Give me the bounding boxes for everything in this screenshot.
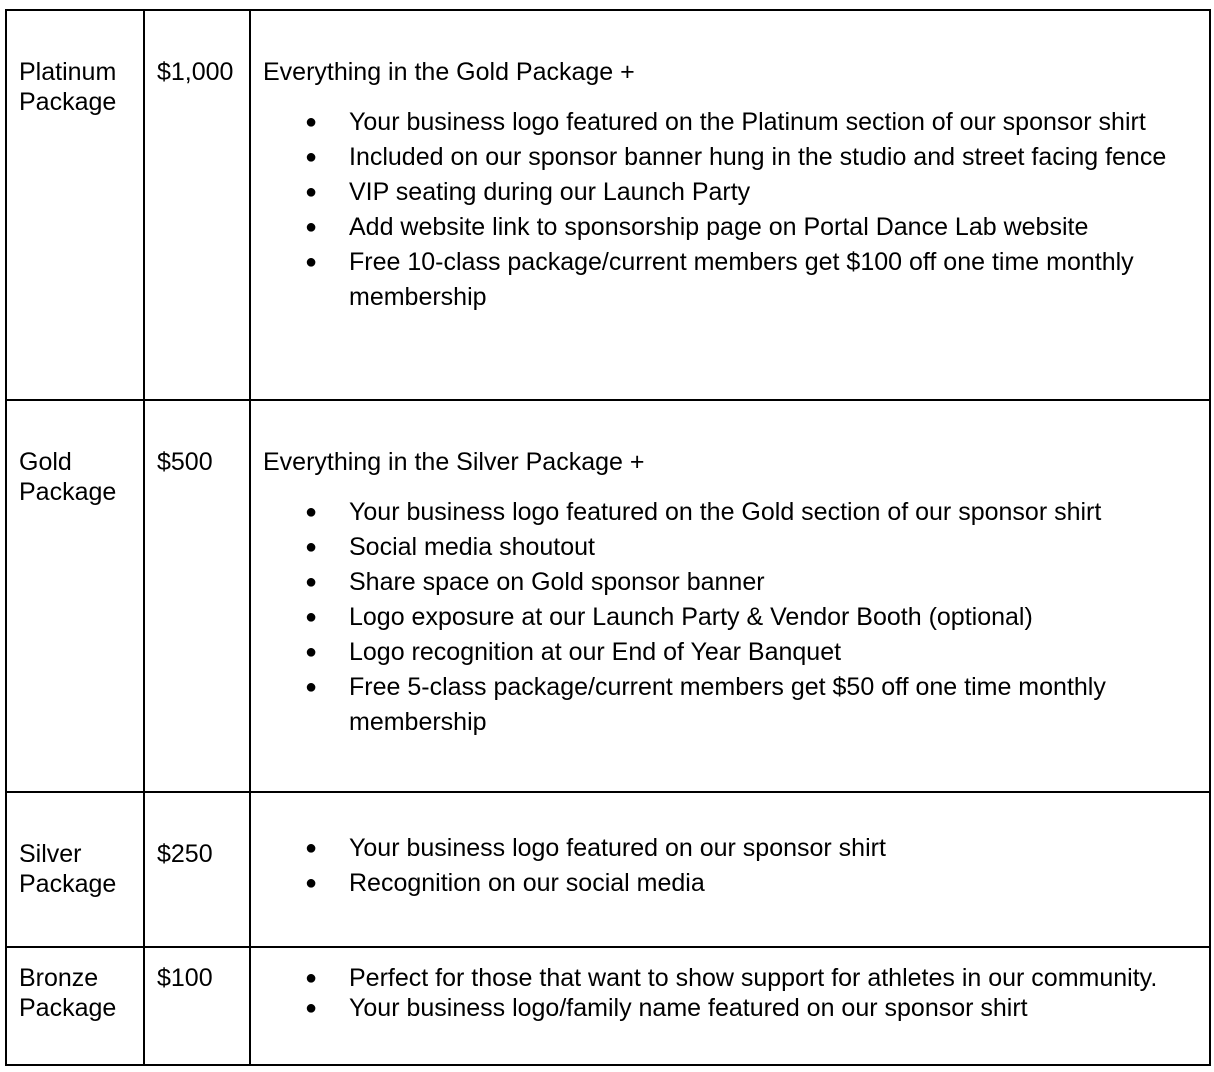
table-row-platinum bbox=[6, 10, 1210, 400]
benefit-item: ● Logo exposure at our Launch Party & Vendor Booth (optional) bbox=[349, 600, 1199, 635]
benefits-list bbox=[263, 831, 1199, 901]
package-description bbox=[250, 400, 1210, 792]
table-row-bronze bbox=[6, 947, 1210, 1065]
benefit-item: ● Free 10-class package/current members get $100 off one time monthly membership bbox=[349, 245, 1199, 315]
package-description bbox=[250, 947, 1210, 1065]
benefit-item: ● Add website link to sponsorship page on Portal Dance Lab website bbox=[349, 210, 1199, 245]
table-row-gold bbox=[6, 400, 1210, 792]
benefit-item: ● Free 5-class package/current members get $50 off one time monthly membership bbox=[349, 670, 1199, 740]
benefit-item: ● Share space on Gold sponsor banner bbox=[349, 565, 1199, 600]
benefits-list bbox=[263, 963, 1199, 1023]
benefit-item: ● Recognition on our social media bbox=[349, 866, 1199, 901]
package-price: $1,000 bbox=[144, 10, 250, 400]
package-description bbox=[250, 10, 1210, 400]
benefits-list bbox=[263, 105, 1199, 315]
benefit-item: ● Your business logo featured on the Platinum section of our sponsor shirt bbox=[349, 105, 1199, 140]
benefits-list bbox=[263, 495, 1199, 740]
benefit-item: ● VIP seating during our Launch Party bbox=[349, 175, 1199, 210]
package-intro: Everything in the Silver Package + bbox=[263, 448, 645, 476]
benefit-item: ● Logo recognition at our End of Year Banquet bbox=[349, 635, 1199, 670]
benefit-item: ● Included on our sponsor banner hung in the studio and street facing fence bbox=[349, 140, 1199, 175]
benefit-item: ● Your business logo featured on our sponsor shirt bbox=[349, 831, 1199, 866]
package-name: Silver Package bbox=[6, 792, 144, 947]
package-intro: Everything in the Gold Package + bbox=[263, 58, 635, 86]
sponsorship-packages-table bbox=[5, 9, 1211, 1066]
table-row-silver bbox=[6, 792, 1210, 947]
package-price: $500 bbox=[144, 400, 250, 792]
package-name: Bronze Package bbox=[6, 947, 144, 1065]
benefit-item: ● Your business logo/family name featured on our sponsor shirt bbox=[349, 993, 1199, 1023]
benefit-item: ● Social media shoutout bbox=[349, 530, 1199, 565]
package-description bbox=[250, 792, 1210, 947]
package-name: Platinum Package bbox=[6, 10, 144, 400]
package-price: $100 bbox=[144, 947, 250, 1065]
benefit-item: ● Your business logo featured on the Gold section of our sponsor shirt bbox=[349, 495, 1199, 530]
package-price: $250 bbox=[144, 792, 250, 947]
benefit-item: ● Perfect for those that want to show support for athletes in our community. bbox=[349, 963, 1199, 993]
package-name: Gold Package bbox=[6, 400, 144, 792]
